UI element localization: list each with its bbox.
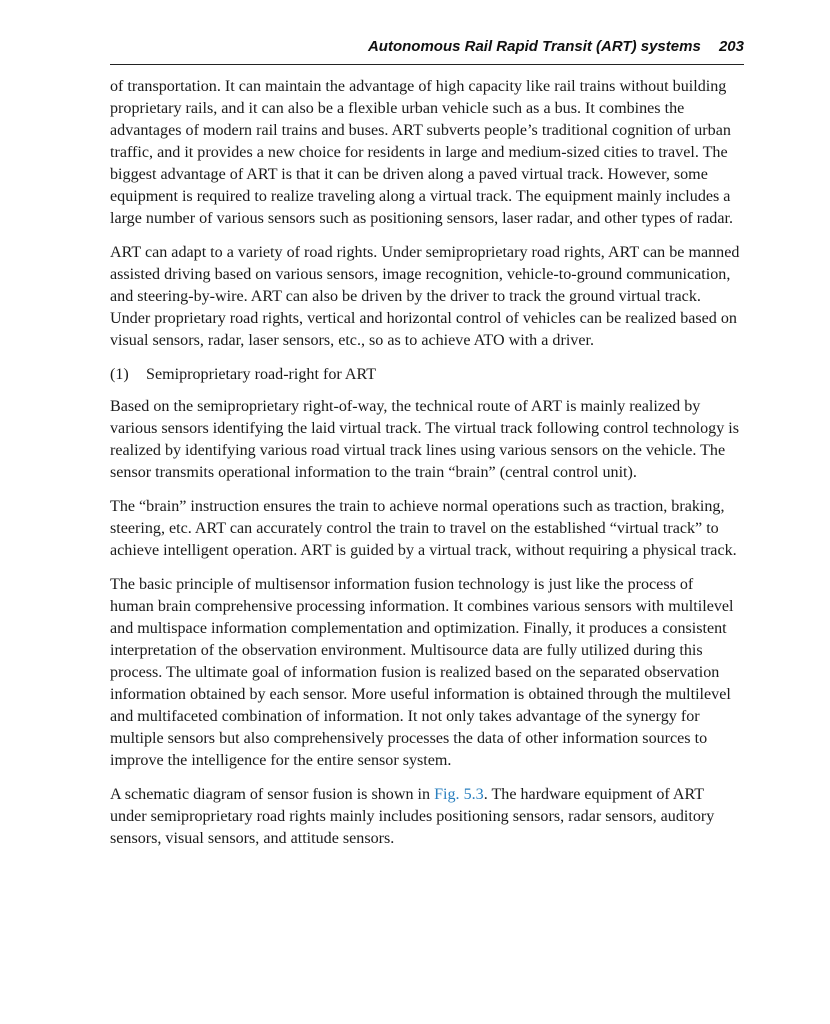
page-body — [110, 76, 740, 862]
paragraph-2: ART can adapt to a variety of road rights. Under semiproprietary road rights, ART can be manned assisted driving based on various sensors, image recognition, vehicle-to-ground communication, and steering-by-wire. ART can also be driven by the driver to track the ground virtual track. Under proprietary road rights, vertical and horizontal control of vehicles can be realized based on visual sensors, radar, laser sensors, etc., so as to achieve ATO with a driver. — [110, 244, 740, 349]
page-number: 203 — [718, 38, 744, 55]
list-number: (1) — [110, 366, 129, 383]
running-title: Autonomous Rail Rapid Transit (ART) systems — [367, 38, 701, 55]
list-item-text: Semiproprietary road-right for ART — [146, 366, 377, 383]
list-item-semiproprietary — [110, 364, 740, 386]
paragraph-6-text-before: A schematic diagram of sensor fusion is shown in — [110, 786, 435, 803]
paragraph-3: Based on the semiproprietary right-of-way, the technical route of ART is mainly realized by various sensors identifying the laid virtual track. The virtual track following control technology is realized by identifying various road virtual track lines using various sensors on the vehicle. The sensor transmits operational information to the train “brain” (central control unit). — [110, 398, 739, 481]
paragraph-1: of transportation. It can maintain the advantage of high capacity like rail trains without building proprietary rails, and it can also be a flexible urban vehicle such as a bus. It combines the advantages of modern rail trains and buses. ART subverts people’s traditional cognition of urban traffic, and it provides a new choice for residents in large and medium-sized cities to travel. The biggest advantage of ART is that it can be driven along a paved virtual track. However, some equipment is required to realize traveling along a virtual track. The equipment mainly includes a large number of various sensors such as positioning sensors, laser radar, and other types of radar. — [110, 78, 733, 227]
paragraph-6 — [110, 784, 740, 850]
paragraph-6-text-after: . The hardware equipment of ART under semiproprietary road rights mainly includes positioning sensors, radar sensors, auditory sensors, visual sensors, and attitude sensors. — [110, 786, 715, 847]
paragraph-5: The basic principle of multisensor information fusion technology is just like the process of human brain comprehensive processing information. It combines various sensors with multilevel and multispace information complementation and optimization. Finally, it produces a consistent interpretation of the observation environment. Multisource data are fully utilized during this process. The ultimate goal of information fusion is realized based on the separated observation information obtained by each sensor. More useful information is obtained through the multilevel and multifaceted combination of information. It not only takes advantage of the synergy for multiple sensors but also comprehensively processes the data of other information sources to improve the intelligence for the entire sensor system. — [110, 576, 734, 769]
running-header — [110, 38, 744, 65]
paragraph-4: The “brain” instruction ensures the train to achieve normal operations such as traction, braking, steering, etc. ART can accurately control the train to travel on the established “virtual track” to achieve intelligent operation. ART is guided by a virtual track, without requiring a physical track. — [110, 498, 737, 559]
figure-reference-link[interactable]: Fig. 5.3 — [434, 786, 484, 803]
